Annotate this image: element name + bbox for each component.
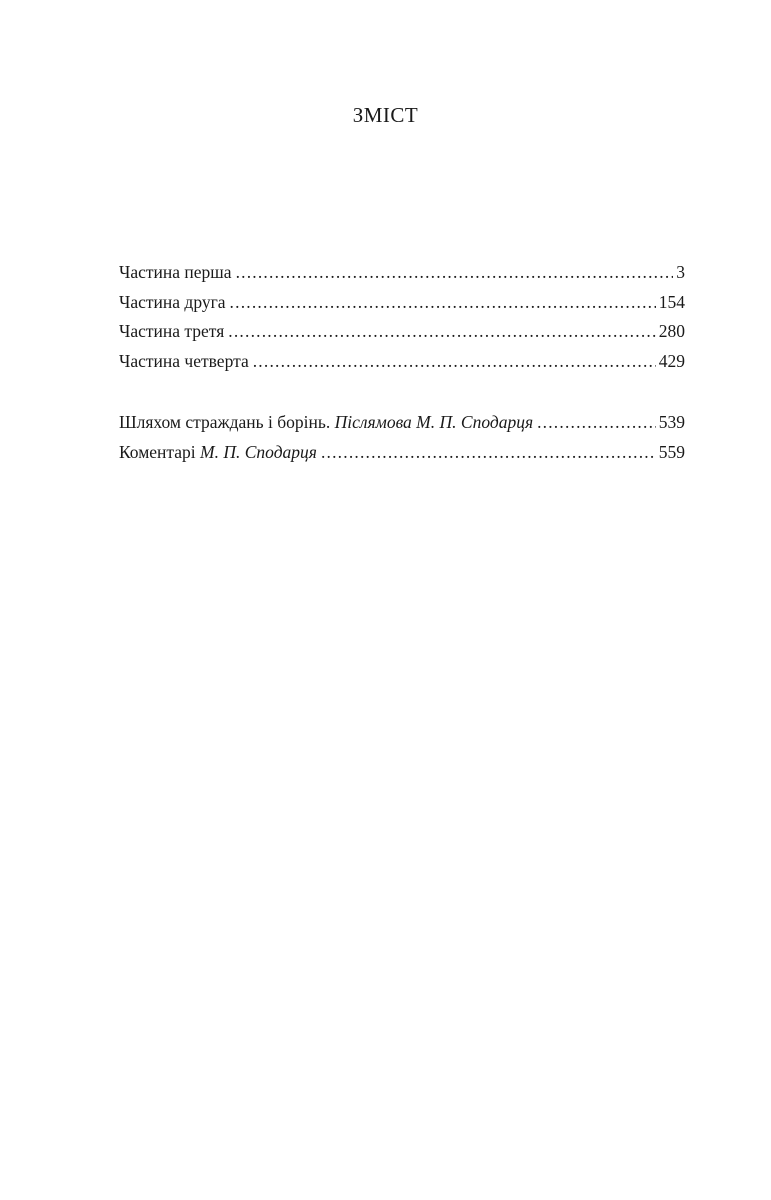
toc-leader-dots	[253, 347, 656, 377]
toc-entry-part-2	[119, 288, 685, 318]
toc-entry-label	[119, 408, 533, 438]
toc-entry-title: Коментарі	[119, 441, 196, 462]
toc-entry-afterword	[119, 408, 685, 438]
toc-entry-label: Частина третя	[119, 321, 225, 341]
toc-leader-dots	[321, 438, 656, 468]
toc-entry-page: 3	[676, 262, 685, 282]
toc-leader-dots	[230, 288, 656, 318]
toc-entry-part-1	[119, 258, 685, 288]
toc-entry-page: 429	[658, 350, 685, 371]
toc-entry-title: Шляхом страждань і борінь.	[119, 412, 331, 432]
toc-entry-page: 280	[658, 321, 685, 341]
table-of-contents-appendix	[119, 408, 685, 467]
page-title: ЗМІСТ	[352, 103, 419, 127]
toc-entry-label: Частина друга	[119, 291, 226, 312]
toc-entry-page: 559	[658, 441, 685, 462]
toc-entry-author: Післямова М. П. Сподарця	[334, 412, 534, 432]
toc-entry-label: Частина перша	[119, 262, 232, 282]
toc-entry-page: 539	[658, 412, 685, 432]
toc-entry-label: Частина четверта	[119, 350, 249, 371]
toc-entry-part-4	[119, 347, 685, 377]
toc-entry-page: 154	[658, 291, 685, 312]
toc-leader-dots	[236, 258, 674, 288]
toc-entry-part-3	[119, 317, 685, 347]
table-of-contents-main	[119, 258, 685, 376]
toc-entry-author: М. П. Сподарця	[200, 441, 317, 462]
toc-entry-label	[119, 438, 317, 468]
toc-entry-commentary	[119, 438, 685, 468]
toc-leader-dots	[537, 408, 656, 438]
toc-leader-dots	[228, 317, 655, 347]
